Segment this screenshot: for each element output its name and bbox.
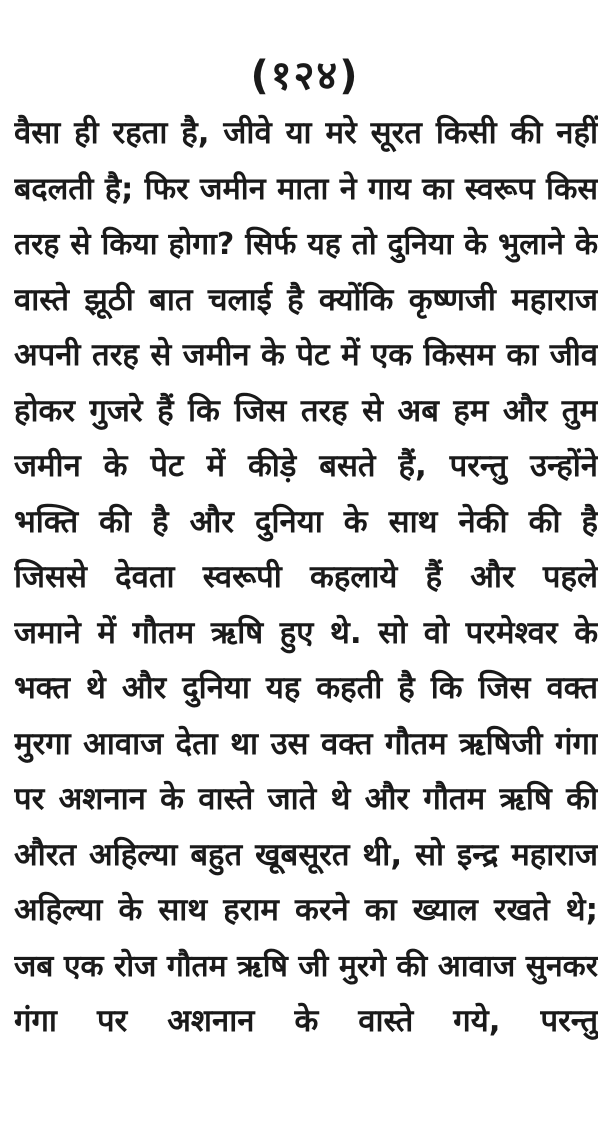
text-line: अपनी तरह से जमीन के पेट में एक किसम का जीव [14,337,598,373]
text-line: जमीन के पेट में कीड़े बसते हैं, परन्तु उन्होंने [14,448,598,484]
text-line: जिससे देवता स्वरूपी कहलाये हैं और पहले [14,559,598,595]
text-line: भक्ति की है और दुनिया के साथ नेकी की है [14,503,598,540]
page-number: (१२४) [250,53,360,99]
text-line: जमाने में गौतम ऋषि हुए थे. सो वो परमेश्वर के [14,614,598,651]
text-line: अहिल्या के साथ हराम करने का ख्याल रखते थे; [14,892,598,928]
text-line: होकर गुजरे हैं कि जिस तरह से अब हम और तुम [14,392,598,429]
text-line: मुरगा आवाज देता था उस वक्त गौतम ऋषिजी गंगा [14,725,598,762]
text-line: बदलती है; फिर जमीन माता ने गाय का स्वरूप किस [14,171,598,207]
text-line: वास्ते झूठी बात चलाई है क्योंकि कृष्णजी महाराज [14,281,598,318]
text-line: भक्त थे और दुनिया यह कहती है कि जिस वक्त [14,670,598,706]
text-line: पर अशनान के वास्ते जाते थे और गौतम ऋषि की [14,781,598,817]
body-text [14,106,598,1050]
text-line: गंगा पर अशनान के वास्ते गये, परन्तु [14,1003,598,1039]
text-line: वैसा ही रहता है, जीवे या मरे सूरत किसी की नहीं [14,115,598,151]
text-line: औरत अहिल्या बहुत खूबसूरत थी, सो इन्द्र महाराज [14,836,598,873]
text-line: तरह से किया होगा? सिर्फ यह तो दुनिया के भुलाने के [14,227,598,262]
text-line: जब एक रोज गौतम ऋषि जी मुरगे की आवाज सुनकर [14,948,598,984]
